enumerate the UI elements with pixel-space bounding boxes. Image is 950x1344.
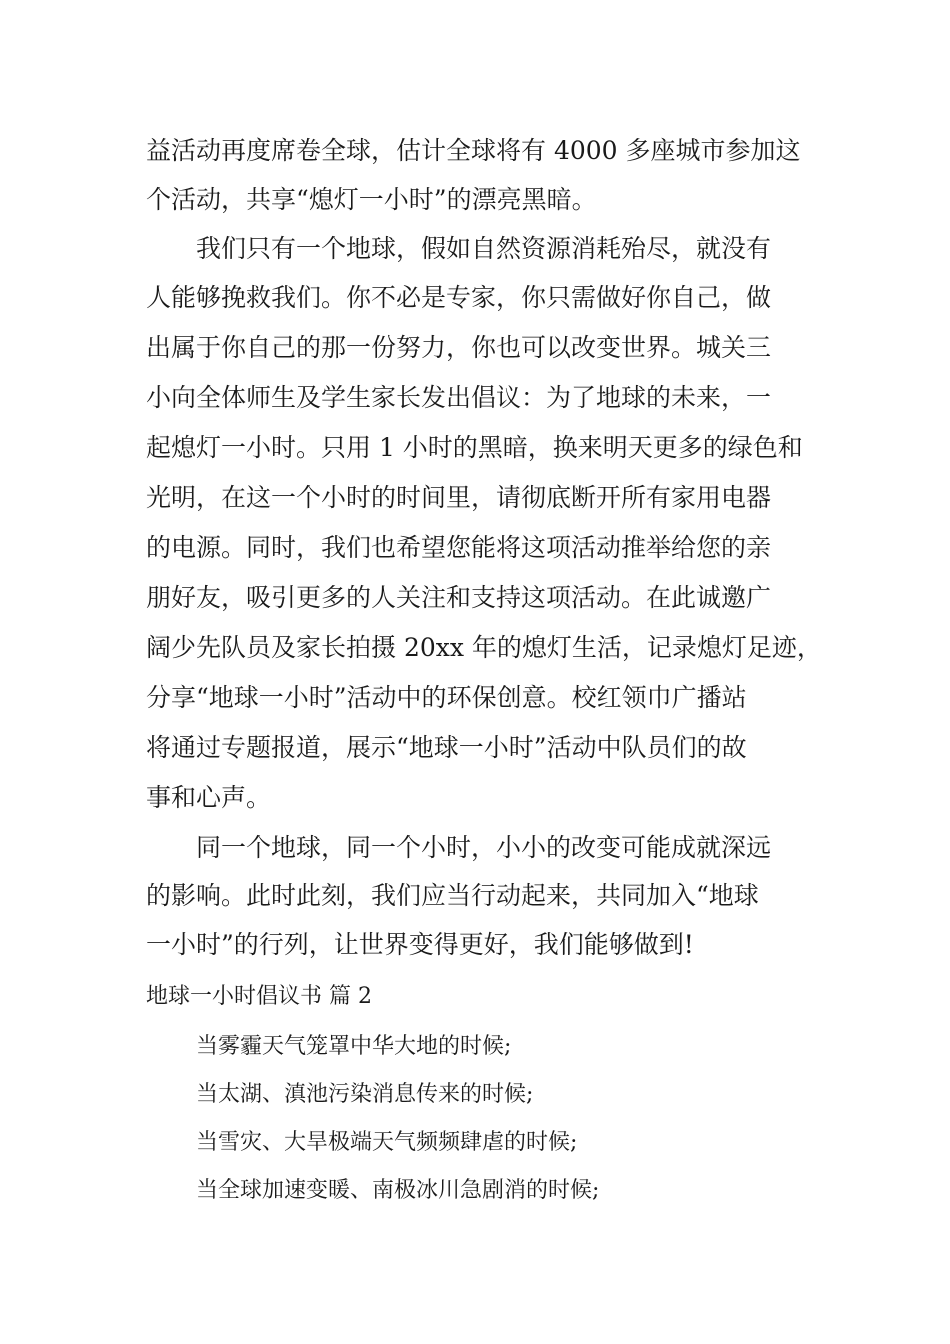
- paragraph-line: 光明，在这一个小时的时间里，请彻底断开所有家用电器: [146, 483, 772, 512]
- paragraph-line: 当太湖、滇池污染消息传来的时候;: [196, 1082, 534, 1107]
- paragraph-line: 出属于你自己的那一份努力，你也可以改变世界。城关三: [146, 333, 772, 362]
- paragraph-line: 小向全体师生及学生家长发出倡议：为了地球的未来，一: [146, 383, 772, 412]
- paragraph-line: 当雾霾天气笼罩中华大地的时候;: [196, 1034, 512, 1059]
- paragraph-line: 阔少先队员及家长拍摄 20xx 年的熄灯生活，记录熄灯足迹，: [146, 633, 822, 662]
- section-heading: 地球一小时倡议书 篇 2: [146, 984, 372, 1009]
- paragraph-line: 朋好友，吸引更多的人关注和支持这项活动。在此诚邀广: [146, 583, 772, 612]
- paragraph-line: 将通过专题报道，展示“地球一小时”活动中队员们的故: [146, 733, 747, 762]
- paragraph-line: 的影响。此时此刻，我们应当行动起来，共同加入“地球: [146, 881, 759, 910]
- paragraph-line: 同一个地球，同一个小时，小小的改变可能成就深远: [196, 833, 772, 862]
- paragraph-line: 当全球加速变暖、南极冰川急剧消的时候;: [196, 1178, 600, 1203]
- paragraph-line: 我们只有一个地球，假如自然资源消耗殆尽，就没有: [196, 234, 772, 263]
- paragraph-line: 个活动，共享“熄灯一小时”的漂亮黑暗。: [146, 185, 597, 214]
- paragraph-line: 一小时”的行列，让世界变得更好，我们能够做到!: [146, 930, 694, 959]
- paragraph-line: 的电源。同时，我们也希望您能将这项活动推举给您的亲: [146, 533, 772, 562]
- paragraph-line: 起熄灯一小时。只用 1 小时的黑暗，换来明天更多的绿色和: [146, 433, 803, 462]
- paragraph-line: 分享“地球一小时”活动中的环保创意。校红领巾广播站: [146, 683, 747, 712]
- paragraph-line: 益活动再度席卷全球，估计全球将有 4000 多座城市参加这: [146, 136, 801, 165]
- paragraph-line: 事和心声。: [146, 783, 272, 812]
- paragraph-line: 当雪灾、大旱极端天气频频肆虐的时候;: [196, 1130, 578, 1155]
- paragraph-line: 人能够挽救我们。你不必是专家，你只需做好你自己，做: [146, 283, 772, 312]
